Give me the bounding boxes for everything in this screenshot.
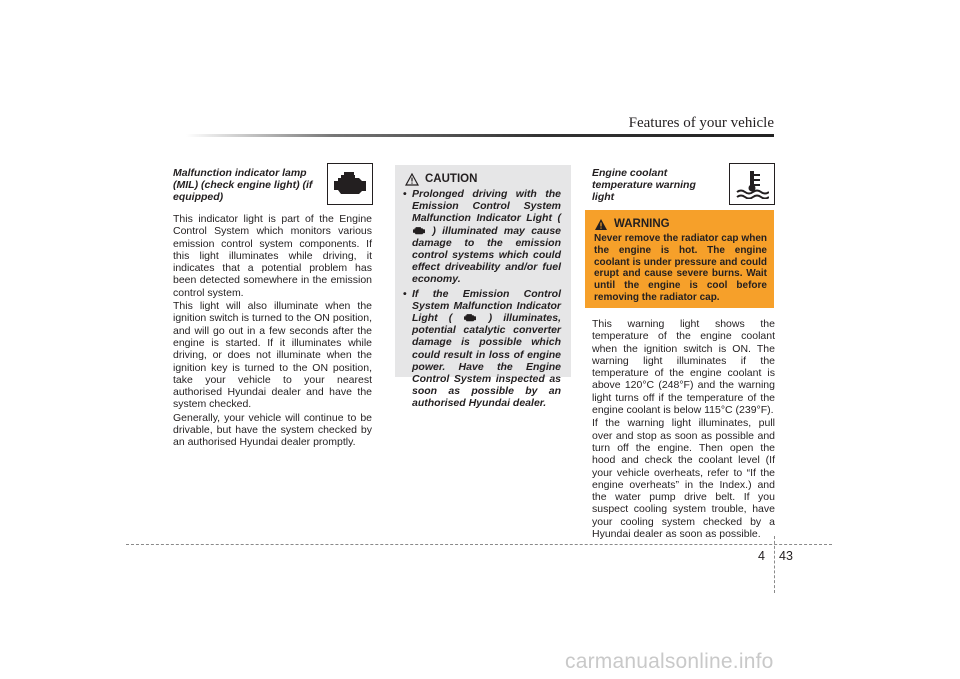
mil-paragraph-3: Generally, your vehicle will continue to be drivable, but have the system checked by an authorised Hyundai dealer promptly. [173, 411, 372, 449]
caution-item-1 [403, 188, 561, 286]
coolant-paragraph-2: If the warning light illuminates, pull over and stop as soon as possible and turn off the engine. Then open the hood and check the coolant level (If your vehicle overheats, refer to “If the engine overheats” in the Index.) and the water pump drive belt. If you suspect cooling system trouble, have your cooling system checked by a Hyundai dealer as soon as possible. [592, 417, 775, 541]
mil-title: Malfunction indicator lamp (MIL) (check engine light) (if equipped) [173, 167, 313, 203]
warning-header [594, 218, 767, 231]
caution-item-1-text-a: Prolonged driving with the Emission Control System Malfunction Indicator Light ( [412, 188, 561, 225]
caution-item-2-text-b: ) illuminates, potential catalytic converter damage is possible which could result in loss of engine power. Have the Engine Control System inspected as soon as possible by an authorised Hyundai dealer. [412, 312, 561, 410]
coolant-section [592, 318, 775, 541]
warning-triangle-icon [594, 218, 608, 231]
footer-rule [126, 544, 832, 545]
mil-section [173, 167, 372, 450]
header-rule [186, 134, 774, 137]
caution-item-2 [403, 288, 561, 410]
caution-heading: CAUTION [425, 173, 478, 186]
watermark: carmanualsonline.info [565, 650, 774, 673]
coolant-title-block [592, 167, 775, 213]
page-header-title: Features of your vehicle [628, 115, 774, 131]
warning-text: Never remove the radiator cap when the engine is hot. The engine coolant is under pressure and could erupt and cause severe burns. Wait until the engine is cool before removing the radiator cap. [594, 233, 767, 303]
check-engine-icon [412, 226, 426, 235]
mil-paragraph-1: This indicator light is part of the Engine Control System which monitors various emission control system components. If this light illuminates while driving, it indicates that a potential problem has been detected somewhere in the emission control system. [173, 213, 372, 299]
caution-header [403, 173, 561, 186]
caution-box [395, 165, 571, 410]
check-engine-icon [463, 313, 477, 322]
section-number: 4 [758, 549, 765, 563]
caution-item-1-text-b: ) illuminated may cause damage to the emission control systems which could effect driveability and/or fuel economy. [412, 224, 561, 286]
caution-triangle-icon [405, 173, 419, 186]
mil-paragraph-2: This light will also illuminate when the ignition switch is turned to the ON position, and will go out in a few seconds after the engine is started. If it illuminates while driving, or does not illuminate when the ignition key is turned to the ON position, take your vehicle to your nearest authorised Hyundai dealer and have the system checked. [173, 300, 372, 411]
coolant-title: Engine coolant temperature warning light [592, 167, 696, 203]
warning-heading: WARNING [614, 217, 670, 230]
footer-divider [774, 536, 775, 593]
page-number: 43 [779, 549, 793, 563]
coolant-paragraph-1: This warning light shows the temperature of the engine coolant when the ignition switch is ON. The warning light illuminates if the temperature of the engine coolant is above 120°C (248°F) and the warning light turns off if the temperature of the engine coolant is below 115°C (239°F). [592, 318, 775, 417]
caution-item-2-text-a: If the Emission Control System Malfunction Indicator Light ( [412, 287, 561, 325]
warning-box [585, 210, 774, 308]
